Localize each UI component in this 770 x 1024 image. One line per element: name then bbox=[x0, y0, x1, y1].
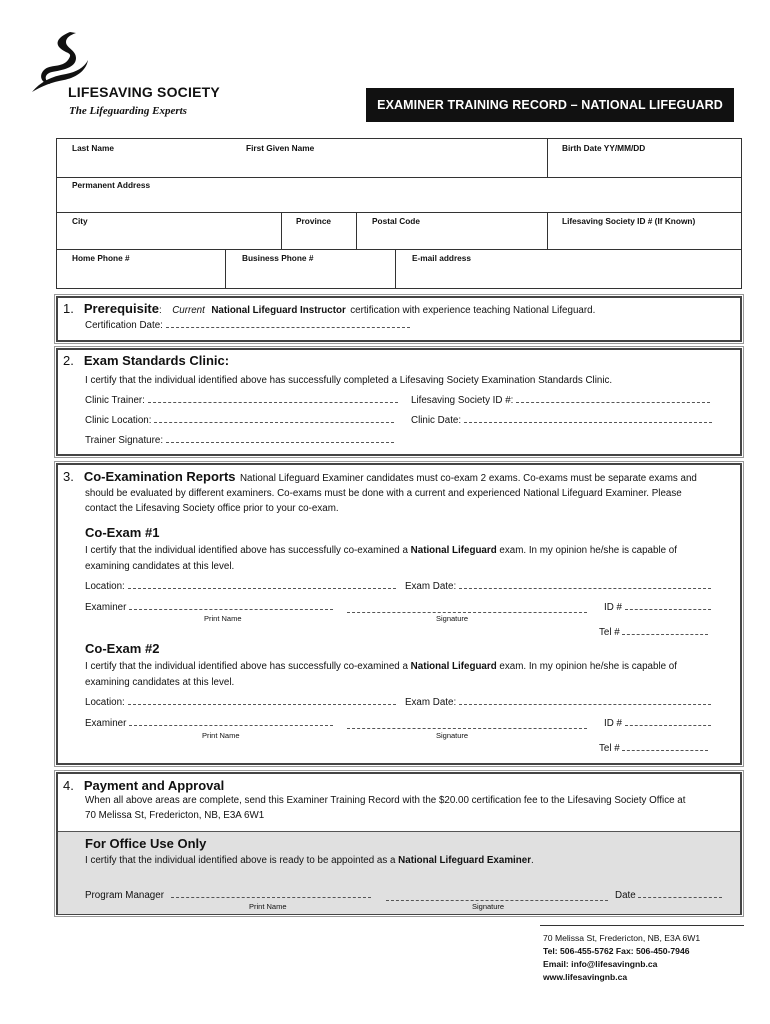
certify-text: exam. In my opinion he/she is capable of bbox=[499, 661, 677, 672]
coexam-1-id-row bbox=[604, 600, 711, 615]
tel-label: Tel # bbox=[599, 627, 620, 638]
certify-text: I certify that the individual identified above has successfully co-examined a bbox=[85, 661, 408, 672]
clinic-id-input[interactable] bbox=[516, 393, 710, 403]
org-tagline: The Lifeguarding Experts bbox=[69, 105, 187, 117]
program-manager-name-input[interactable] bbox=[171, 888, 371, 898]
footer-website[interactable]: www.lifesavingnb.ca bbox=[543, 972, 628, 982]
payment-line-1: When all above areas are complete, send this Examiner Training Record with the $20.00 certification fee to the Lifesaving Society Office at bbox=[85, 795, 686, 806]
print-name-caption: Print Name bbox=[202, 731, 240, 740]
coexam-2-tel-input[interactable] bbox=[622, 741, 708, 751]
coexam-1-examiner-name-input[interactable] bbox=[129, 600, 333, 610]
certify-text: I certify that the individual identified above is ready to be appointed as a bbox=[85, 855, 396, 866]
last-name-field[interactable]: Last Name bbox=[72, 143, 114, 153]
coexam-1-tel-row bbox=[599, 625, 708, 640]
section-number: 1. bbox=[63, 301, 74, 316]
clinic-trainer-label: Clinic Trainer: bbox=[85, 395, 145, 406]
certify-period: . bbox=[531, 855, 534, 866]
coexam-2-title: Co-Exam #2 bbox=[85, 641, 160, 656]
footer-contact bbox=[543, 932, 700, 984]
footer-rule bbox=[540, 925, 744, 926]
coexam-2-examiner-name-input[interactable] bbox=[129, 716, 333, 726]
coexam-heading bbox=[63, 468, 697, 486]
footer-phone: Tel: 506-455-5762 Fax: 506-450-7946 bbox=[543, 946, 690, 956]
prerequisite-rest: certification with experience teaching National Lifeguard. bbox=[350, 305, 596, 316]
section-number: 4. bbox=[63, 778, 74, 793]
certify-bold: National Lifeguard bbox=[410, 661, 497, 672]
clinic-location-input[interactable] bbox=[154, 413, 394, 423]
coexam-intro-2: should be evaluated by different examiners. Co-exams must be done with a current and experienced National Lifeguard Examiner. Please bbox=[85, 488, 682, 499]
coexam-2-id-row bbox=[604, 716, 711, 731]
signature-caption: Signature bbox=[472, 902, 505, 911]
payment-line-2: 70 Melissa St, Fredericton, NB, E3A 6W1 bbox=[85, 810, 265, 821]
form-title bbox=[366, 88, 734, 122]
office-use-title: For Office Use Only bbox=[85, 836, 207, 851]
id-label: ID # bbox=[604, 602, 622, 613]
coexam-1-id-input[interactable] bbox=[625, 600, 711, 610]
cert-date-label: Certification Date: bbox=[85, 320, 163, 331]
clinic-trainer-row bbox=[85, 393, 398, 408]
section-number: 2. bbox=[63, 353, 74, 368]
form-title-text: EXAMINER TRAINING RECORD – NATIONAL LIFEGUARD bbox=[377, 98, 723, 112]
coexam-1-signature-input[interactable] bbox=[347, 603, 587, 613]
home-phone-field[interactable]: Home Phone # bbox=[72, 253, 130, 263]
location-label: Location: bbox=[85, 697, 125, 708]
id-label: ID # bbox=[604, 718, 622, 729]
coexam-2-certify-2: examining candidates at this level. bbox=[85, 677, 235, 688]
section-number: 3. bbox=[63, 469, 74, 484]
tel-label: Tel # bbox=[599, 743, 620, 754]
coexam-1-certify-2: examining candidates at this level. bbox=[85, 561, 235, 572]
clinic-certify-text: I certify that the individual identified above has successfully completed a Lifesaving Society Examination Standards Clinic. bbox=[85, 375, 613, 386]
coexam-2-date-row bbox=[405, 695, 711, 710]
coexam-2-date-input[interactable] bbox=[459, 695, 711, 705]
office-date-label: Date bbox=[615, 890, 636, 901]
footer-address: 70 Melissa St, Fredericton, NB, E3A 6W1 bbox=[543, 933, 701, 943]
certify-bold: National Lifeguard Examiner bbox=[398, 855, 532, 866]
colon: : bbox=[159, 305, 162, 316]
cert-date-row bbox=[85, 318, 410, 333]
coexam-1-location-input[interactable] bbox=[128, 579, 396, 589]
clinic-trainer-input[interactable] bbox=[148, 393, 398, 403]
clinic-location-label: Clinic Location: bbox=[85, 415, 152, 426]
clinic-heading bbox=[63, 352, 229, 370]
certify-text: I certify that the individual identified above has successfully co-examined a bbox=[85, 545, 408, 556]
print-name-caption: Print Name bbox=[204, 614, 242, 623]
exam-date-label: Exam Date: bbox=[405, 581, 457, 592]
clinic-id-row bbox=[411, 393, 710, 408]
clinic-date-input[interactable] bbox=[464, 413, 712, 423]
location-label: Location: bbox=[85, 581, 125, 592]
current-text: Current bbox=[172, 305, 205, 316]
examiner-label: Examiner bbox=[85, 718, 127, 729]
coexam-1-date-input[interactable] bbox=[459, 579, 711, 589]
trainer-signature-label: Trainer Signature: bbox=[85, 435, 164, 446]
office-date-input[interactable] bbox=[638, 888, 722, 898]
clinic-date-label: Clinic Date: bbox=[411, 415, 462, 426]
coexam-2-location-input[interactable] bbox=[128, 695, 396, 705]
province-field[interactable]: Province bbox=[296, 216, 332, 226]
trainer-signature-input[interactable] bbox=[166, 433, 394, 443]
section-title: Prerequisite bbox=[83, 301, 159, 316]
city-field[interactable]: City bbox=[72, 216, 88, 226]
clinic-date-row bbox=[411, 413, 712, 428]
certify-bold: National Lifeguard bbox=[410, 545, 497, 556]
signature-caption: Signature bbox=[436, 614, 469, 623]
first-name-field[interactable]: First Given Name bbox=[246, 143, 315, 153]
coexam-1-location-row bbox=[85, 579, 396, 594]
coexam-2-examiner-row bbox=[85, 716, 333, 731]
coexam-2-certify bbox=[85, 659, 677, 674]
coexam-1-examiner-row bbox=[85, 600, 333, 615]
postal-code-field[interactable]: Postal Code bbox=[372, 216, 420, 226]
certify-text: exam. In my opinion he/she is capable of bbox=[499, 545, 677, 556]
coexam-2-id-input[interactable] bbox=[625, 716, 711, 726]
address-field[interactable]: Permanent Address bbox=[72, 180, 151, 190]
coexam-1-title: Co-Exam #1 bbox=[85, 525, 160, 540]
coexam-1-certify bbox=[85, 543, 677, 558]
clinic-location-row bbox=[85, 413, 394, 428]
coexam-1-tel-input[interactable] bbox=[622, 625, 708, 635]
coexam-intro-1: National Lifeguard Examiner candidates must co-exam 2 exams. Co-exams must be separate exams and bbox=[239, 473, 697, 484]
cert-date-input[interactable] bbox=[166, 318, 410, 328]
birth-date-field[interactable]: Birth Date YY/MM/DD bbox=[562, 143, 646, 153]
org-name: LIFESAVING SOCIETY bbox=[68, 84, 220, 100]
print-name-caption: Print Name bbox=[249, 902, 287, 911]
section-title: Co-Examination Reports bbox=[83, 469, 236, 484]
section-title: Payment and Approval bbox=[83, 778, 225, 793]
office-certify bbox=[85, 853, 534, 868]
prerequisite-heading bbox=[63, 300, 595, 318]
section-title: Exam Standards Clinic: bbox=[83, 353, 230, 368]
coexam-2-signature-input[interactable] bbox=[347, 719, 587, 729]
society-id-field[interactable]: Lifesaving Society ID # (If Known) bbox=[562, 216, 696, 226]
footer-email[interactable]: Email: info@lifesavingnb.ca bbox=[543, 959, 658, 969]
coexam-intro-3: contact the Lifesaving Society office prior to your co-exam. bbox=[85, 503, 339, 514]
exam-date-label: Exam Date: bbox=[405, 697, 457, 708]
coexam-2-location-row bbox=[85, 695, 396, 710]
instructor-cert-text: National Lifeguard Instructor bbox=[211, 305, 346, 316]
coexam-1-date-row bbox=[405, 579, 711, 594]
trainer-signature-row bbox=[85, 433, 394, 448]
examiner-label: Examiner bbox=[85, 602, 127, 613]
signature-caption: Signature bbox=[436, 731, 469, 740]
business-phone-field[interactable]: Business Phone # bbox=[242, 253, 314, 263]
clinic-id-label: Lifesaving Society ID #: bbox=[411, 395, 514, 406]
personal-info-table bbox=[56, 138, 742, 289]
office-date-row bbox=[615, 888, 722, 903]
program-manager-row bbox=[85, 888, 371, 903]
coexam-2-tel-row bbox=[599, 741, 708, 756]
program-manager-label: Program Manager bbox=[85, 890, 164, 901]
email-field[interactable]: E-mail address bbox=[412, 253, 472, 263]
program-manager-signature-input[interactable] bbox=[386, 891, 608, 901]
